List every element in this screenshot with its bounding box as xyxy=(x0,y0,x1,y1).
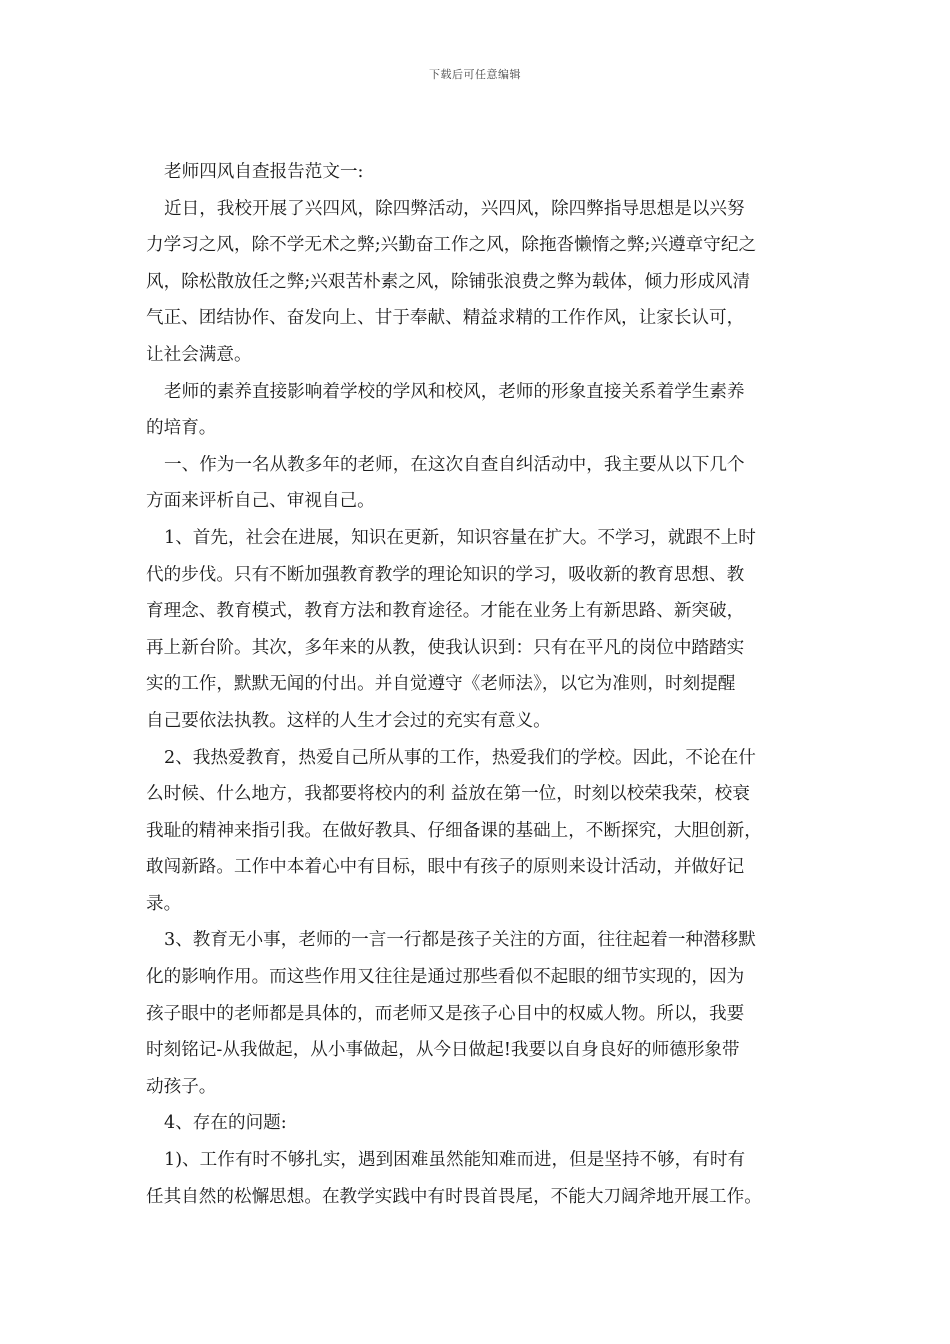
text-line: 3、教育无小事，老师的一言一行都是孩子关注的方面，往往起着一种潜移默 xyxy=(164,930,756,951)
text-line: 再上新台阶。其次，多年来的从教，使我认识到：只有在平凡的岗位中踏踏实 xyxy=(146,637,745,658)
text-line: 方面来评析自己、审视自己。 xyxy=(146,491,375,512)
text-line: 力学习之风，除不学无术之弊;兴勤奋工作之风，除拖沓懒惰之弊;兴遵章守纪之 xyxy=(146,235,757,256)
text-line: 我耻的精神来指引我。在做好教具、仔细备课的基础上，不断探究，大胆创新， xyxy=(146,820,762,841)
text-line: 的培育。 xyxy=(146,418,217,439)
text-line: 风，除松散放任之弊;兴艰苦朴素之风，除铺张浪费之弊为载体，倾力形成风清 xyxy=(146,271,751,292)
page-header-note: 下载后可任意编辑 xyxy=(429,68,521,81)
text-line: 气正、团结协作、奋发向上、甘于奉献、精益求精的工作作风，让家长认可， xyxy=(146,308,745,329)
text-line: 代的步伐。只有不断加强教育教学的理论知识的学习，吸收新的教育思想、教 xyxy=(146,564,745,585)
text-line: 化的影响作用。而这些作用又往往是通过那些看似不起眼的细节实现的，因为 xyxy=(146,967,745,988)
text-line: 让社会满意。 xyxy=(146,344,252,365)
text-line: 动孩子。 xyxy=(146,1076,217,1097)
text-line: 1)、工作有时不够扎实，遇到困难虽然能知难而进，但是坚持不够，有时有 xyxy=(164,1150,746,1171)
text-line: 一、作为一名从教多年的老师，在这次自查自纠活动中，我主要从以下几个 xyxy=(164,454,745,475)
text-line: 时刻铭记-从我做起，从小事做起，从今日做起!我要以自身良好的师德形象带 xyxy=(146,1040,740,1061)
text-line: 自己要依法执教。这样的人生才会过的充实有意义。 xyxy=(146,710,551,731)
section-heading: 老师四风自查报告范文一: xyxy=(164,162,364,182)
text-line: 育理念、教育模式，教育方法和教育途径。才能在业务上有新思路、新突破， xyxy=(146,601,745,622)
text-line: 近日，我校开展了兴四风，除四弊活动，兴四风，除四弊指导思想是以兴努 xyxy=(164,198,745,219)
text-line: 老师的素养直接影响着学校的学风和校风，老师的形象直接关系着学生素养 xyxy=(164,381,745,402)
text-line: 实的工作，默默无闻的付出。并自觉遵守《老师法》，以它为准则，时刻提醒 xyxy=(146,674,736,695)
text-line: 孩子眼中的老师都是具体的，而老师又是孩子心目中的权威人物。所以，我要 xyxy=(146,1003,745,1024)
text-line: 1、首先，社会在进展，知识在更新，知识容量在扩大。不学习，就跟不上时 xyxy=(164,527,756,548)
text-line: 录。 xyxy=(146,893,182,914)
text-line: 任其自然的松懈思想。在教学实践中有时畏首畏尾，不能大刀阔斧地开展工作。 xyxy=(146,1186,762,1207)
document-body xyxy=(146,154,818,1215)
text-line: 2、我热爱教育，热爱自己所从事的工作，热爱我们的学校。因此，不论在什 xyxy=(164,747,756,768)
text-line: 敢闯新路。工作中本着心中有目标，眼中有孩子的原则来设计活动，并做好记 xyxy=(146,857,745,878)
text-line: 么时候、什么地方，我都要将校内的利 益放在第一位，时刻以校荣我荣，校衰 xyxy=(146,784,750,805)
text-line: 4、存在的问题: xyxy=(164,1113,287,1134)
